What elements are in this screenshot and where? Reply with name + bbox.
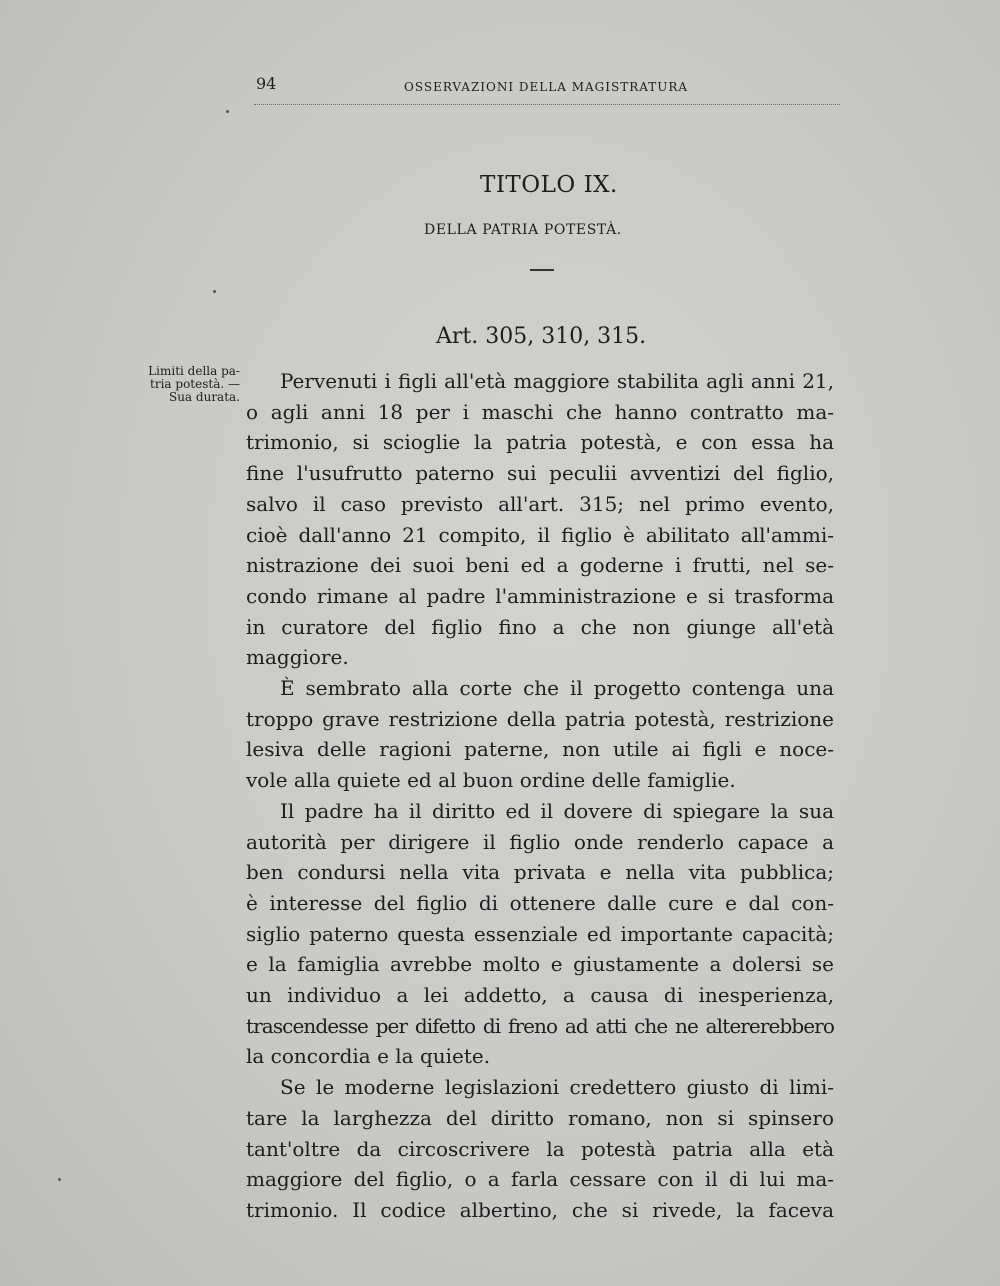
- text-line: trimonio, si scioglie la patria potestà, e con essa ha: [246, 430, 834, 455]
- text-line: È sembrato alla corte che il progetto contenga una: [280, 676, 834, 701]
- text-line: cioè dall'anno 21 compito, il figlio è abilitato all'ammi-: [246, 522, 834, 547]
- text-line: salvo il caso previsto all'art. 315; nel primo evento,: [246, 491, 834, 516]
- text-line: nistrazione dei suoi beni ed a goderne i frutti, nel se-: [246, 553, 834, 578]
- text-line: Il padre ha il diritto ed il dovere di spiegare la sua: [280, 798, 834, 823]
- text-line: tant'oltre da circoscrivere la potestà patria alla età: [246, 1136, 834, 1161]
- text-line: tare la larghezza del diritto romano, non si spinsero: [246, 1105, 834, 1130]
- text-line: ben condursi nella vita privata e nella vita pubblica;: [246, 860, 834, 885]
- print-speck: [226, 110, 229, 113]
- text-line: troppo grave restrizione della patria potestà, restrizione: [246, 706, 834, 731]
- text-line: fine l'usufrutto paterno sui peculii avventizi del figlio,: [246, 461, 834, 486]
- text-line: lesiva delle ragioni paterne, non utile ai figli e noce-: [246, 737, 834, 762]
- text-line: è interesse del figlio di ottenere dalle cure e dal con-: [246, 890, 834, 915]
- text-line: Pervenuti i figli all'età maggiore stabilita agli anni 21,: [280, 369, 834, 393]
- article-heading: Art. 305, 310, 315.: [436, 324, 647, 349]
- text-line: in curatore del figlio fino a che non giunge all'età: [246, 614, 834, 639]
- body-text: [246, 366, 834, 1226]
- running-title: OSSERVAZIONI DELLA MAGISTRATURA: [404, 80, 689, 94]
- margin-note-line: tria potestà. —: [150, 377, 240, 391]
- text-line: trimonio. Il codice albertino, che si rivede, la faceva: [246, 1197, 834, 1222]
- print-speck: [213, 290, 216, 293]
- section-rule: [530, 269, 554, 271]
- print-speck: [58, 1178, 61, 1181]
- text-line: maggiore del figlio, o a farla cessare con il di lui ma-: [246, 1167, 834, 1192]
- text-line: trascendesse per difetto di freno ad atti che ne altererebbero: [246, 1013, 834, 1038]
- chapter-subtitle: DELLA PATRIA POTESTÀ.: [424, 222, 622, 238]
- text-line: Se le moderne legislazioni credettero giusto di limi-: [280, 1075, 834, 1100]
- text-line: maggiore.: [246, 645, 349, 670]
- text-line: condo rimane al padre l'amministrazione e si trasforma: [246, 583, 834, 608]
- margin-note-line: Sua durata.: [168, 390, 240, 404]
- text-line: la concordia e la quiete.: [246, 1044, 491, 1069]
- running-head: [254, 74, 840, 105]
- text-line: o agli anni 18 per i maschi che hanno contratto ma-: [246, 399, 834, 424]
- text-line: siglio paterno questa essenziale ed importante capacità;: [246, 921, 834, 946]
- margin-note: [128, 365, 240, 404]
- margin-note-line: Limiti della pa-: [148, 364, 240, 378]
- text-line: autorità per dirigere il figlio onde renderlo capace a: [246, 829, 834, 854]
- page-number: 94: [256, 74, 277, 93]
- text-line: e la famiglia avrebbe molto e giustamente a dolersi se: [246, 952, 834, 977]
- text-line: un individuo a lei addetto, a causa di inesperienza,: [246, 983, 834, 1008]
- chapter-title: TITOLO IX.: [480, 172, 618, 198]
- text-line: vole alla quiete ed al buon ordine delle famiglie.: [246, 768, 736, 793]
